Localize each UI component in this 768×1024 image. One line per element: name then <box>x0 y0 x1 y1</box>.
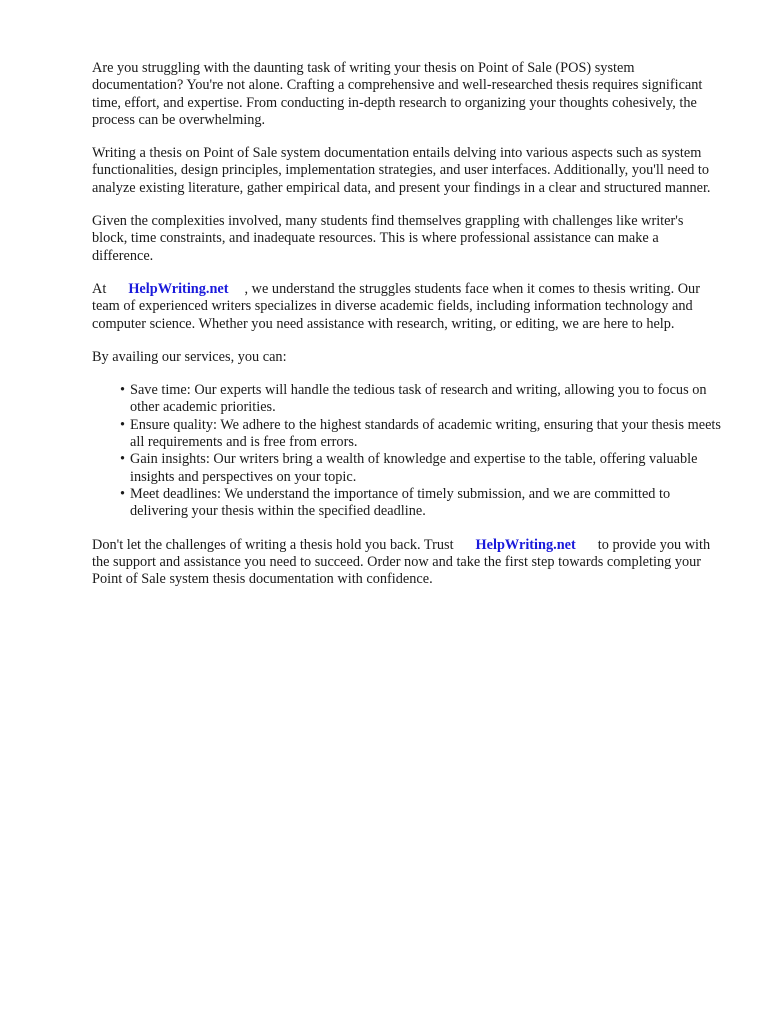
list-item <box>120 417 722 452</box>
helpwriting-link-closing[interactable]: HelpWriting.net <box>475 536 576 553</box>
list-item-text: Meet deadlines: We understand the importance of timely submission, and we are committed to delivering your thesis within the specified deadline. <box>130 485 671 520</box>
closing-paragraph-rest: to provide you with the support and assistance you need to succeed. Order now and take the first step towards completing your Point of Sale system thesis documentation with confidence. <box>92 536 711 588</box>
list-item-text: Ensure quality: We adhere to the highest standards of academic writing, ensuring that your thesis meets all requirements and is free from errors. <box>130 416 721 451</box>
list-item-text: Gain insights: Our writers bring a wealth of knowledge and expertise to the table, offering valuable insights and perspectives on your topic. <box>130 451 698 485</box>
list-item <box>120 486 722 521</box>
service-paragraph <box>92 281 722 333</box>
bullet-icon: • <box>120 485 126 502</box>
closing-paragraph-lead: Don't let the challenges of writing a thesis hold you back. Trust <box>92 536 454 553</box>
list-item <box>120 451 722 486</box>
service-paragraph-rest: , we understand the struggles students face when it comes to thesis writing. Our team of experienced writers specializes in diverse academic fields, including information technology and computer science. Whether you need assistance with research, writing, or editing, we are here to help. <box>92 280 700 332</box>
closing-paragraph <box>92 537 722 589</box>
list-item <box>120 382 722 417</box>
benefits-list <box>92 382 722 520</box>
challenges-paragraph: Given the complexities involved, many students find themselves grappling with challenges like writer's block, time constraints, and inadequate resources. This is where professional assistance can make a difference. <box>92 213 684 264</box>
list-item-text: Save time: Our experts will handle the tedious task of research and writing, allowing you to focus on other academic priorities. <box>130 382 707 416</box>
services-intro: By availing our services, you can: <box>92 348 287 365</box>
service-paragraph-lead: At <box>92 280 107 297</box>
bullet-icon: • <box>120 382 126 399</box>
bullet-icon: • <box>120 451 126 468</box>
bullet-icon: • <box>120 416 126 433</box>
helpwriting-link[interactable]: HelpWriting.net <box>128 280 229 297</box>
document-page <box>92 60 722 604</box>
intro-paragraph: Are you struggling with the daunting task of writing your thesis on Point of Sale (POS) system documentation? You're not alone. Crafting a comprehensive and well-researched thesis requires significant time, effort, and expertise. From conducting in-depth research to organizing your thoughts cohesively, the process can be overwhelming. <box>92 60 703 128</box>
thesis-scope-paragraph: Writing a thesis on Point of Sale system documentation entails delving into various aspects such as system functionalities, design principles, implementation strategies, and user interfaces. Additionally, you'll need to analyze existing literature, gather empirical data, and present your findings in a clear and structured manner. <box>92 145 711 196</box>
